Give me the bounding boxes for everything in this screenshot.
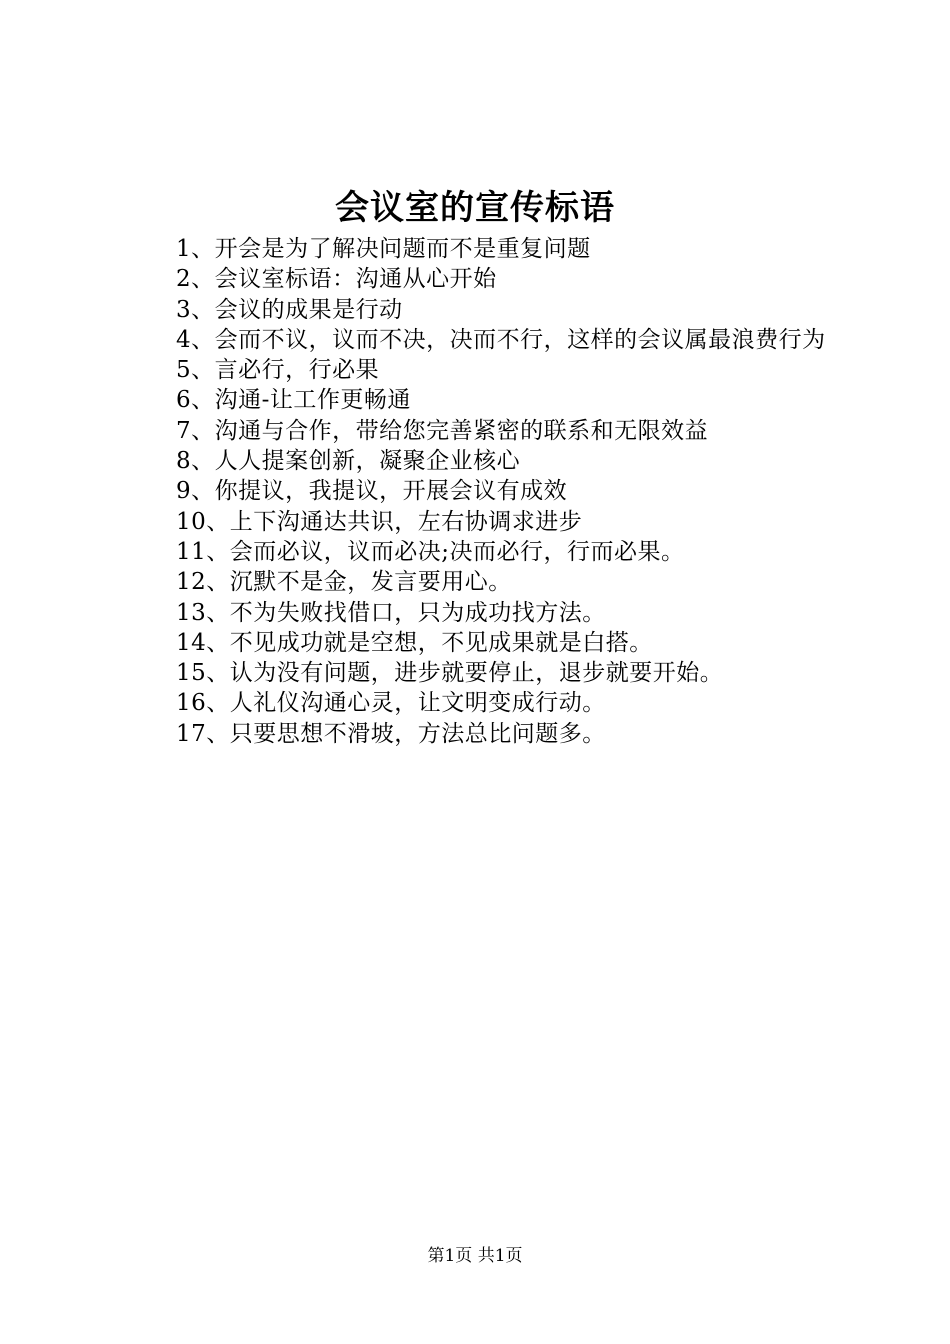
page-footer: 第1页 共1页 (427, 1246, 523, 1266)
list-item: 1、开会是为了解决问题而不是重复问题 (176, 236, 591, 262)
slogan-list (130, 234, 840, 749)
list-item: 6、沟通-让工作更畅通 (176, 387, 411, 414)
list-item: 11、会而必议，议而必决;决而必行，行而必果。 (176, 538, 685, 565)
list-item: 13、不为失败找借口，只为成功找方法。 (176, 599, 606, 626)
page-title: 会议室的宣传标语 (335, 188, 615, 228)
list-item: 17、只要思想不滑坡，方法总比问题多。 (176, 720, 606, 747)
list-item: 10、上下沟通达共识，左右协调求进步 (176, 508, 583, 535)
list-item: 12、沉默不是金，发言要用心。 (176, 569, 512, 596)
list-item: 15、认为没有问题，进步就要停止，退步就要开始。 (176, 660, 724, 687)
list-item: 14、不见成功就是空想，不见成果就是白搭。 (176, 629, 653, 656)
list-item: 7、沟通与合作，带给您完善紧密的联系和无限效益 (176, 417, 709, 444)
list-item: 8、人人提案创新，凝聚企业核心 (176, 448, 521, 475)
list-item: 3、会议的成果是行动 (176, 296, 403, 323)
list-item: 16、人礼仪沟通心灵，让文明变成行动。 (176, 690, 606, 717)
list-item: 2、会议室标语：沟通从心开始 (176, 266, 497, 293)
list-item: 5、言必行，行必果 (176, 357, 380, 384)
list-item: 4、会而不议，议而不决，决而不行，这样的会议属最浪费行为 (176, 326, 826, 353)
list-item: 9、你提议，我提议，开展会议有成效 (176, 478, 568, 505)
